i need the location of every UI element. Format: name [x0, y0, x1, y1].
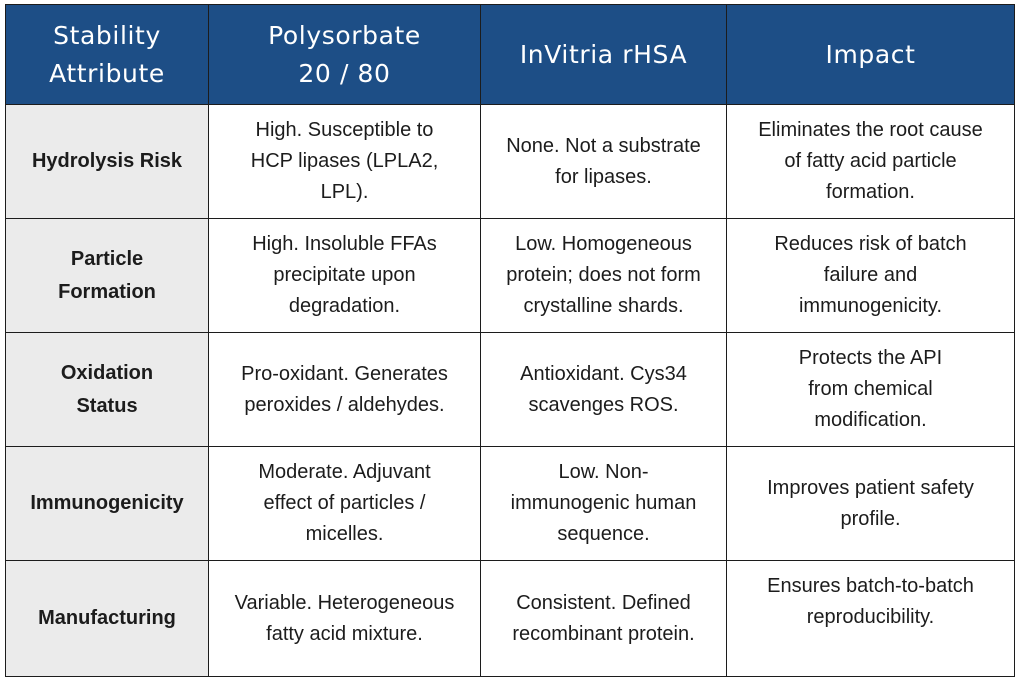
cell-impact — [727, 105, 1015, 219]
cell-polysorbate — [209, 447, 481, 561]
cell-line: Variable. Heterogeneous — [234, 591, 455, 614]
cell-rhsa — [481, 333, 727, 447]
table-row — [6, 219, 1015, 333]
row-attribute — [6, 333, 209, 447]
header-line: Impact — [825, 39, 916, 69]
cell-line: Status — [76, 394, 138, 417]
header-line: Stability — [53, 20, 161, 50]
cell-line: Manufacturing — [38, 607, 176, 629]
cell-line: High. Insoluble FFAs — [252, 233, 437, 255]
row-attribute — [6, 219, 209, 333]
cell-line: Reduces risk of batch — [774, 233, 967, 255]
cell-line: crystalline shards. — [523, 295, 684, 317]
stability-comparison-table — [5, 4, 1015, 677]
cell-line: sequence. — [557, 523, 650, 545]
cell-line: LPL). — [320, 181, 369, 203]
table-row — [6, 561, 1015, 677]
cell-line: profile. — [840, 507, 901, 530]
cell-line: Moderate. Adjuvant — [258, 461, 431, 483]
header-polysorbate — [209, 5, 481, 105]
cell-rhsa — [481, 447, 727, 561]
cell-line: Protects the API — [798, 347, 943, 369]
cell-line: Low. Non- — [558, 461, 649, 483]
cell-rhsa — [481, 105, 727, 219]
cell-line: HCP lipases (LPLA2, — [250, 150, 439, 172]
cell-line: Pro-oxidant. Generates — [241, 362, 448, 385]
cell-line: effect of particles / — [263, 492, 426, 514]
table-row — [6, 447, 1015, 561]
cell-polysorbate — [209, 561, 481, 677]
cell-rhsa — [481, 219, 727, 333]
cell-line: scavenges ROS. — [528, 393, 679, 416]
cell-impact — [727, 219, 1015, 333]
cell-line: fatty acid mixture. — [266, 622, 423, 645]
cell-line: of fatty acid particle — [784, 150, 957, 172]
cell-line: Antioxidant. Cys34 — [520, 362, 687, 385]
cell-line: modification. — [814, 409, 927, 431]
cell-line: peroxides / aldehydes. — [244, 393, 445, 416]
cell-rhsa — [481, 561, 727, 677]
cell-line: protein; does not form — [506, 264, 701, 286]
cell-line: failure and — [823, 264, 918, 286]
cell-line: from chemical — [808, 378, 933, 400]
cell-line: Hydrolysis Risk — [31, 150, 183, 172]
cell-line: Oxidation — [60, 361, 154, 384]
row-attribute — [6, 105, 209, 219]
table-row — [6, 333, 1015, 447]
header-line: Attribute — [49, 58, 165, 88]
cell-line: formation. — [826, 181, 915, 203]
header-impact — [727, 5, 1015, 105]
cell-line: Immunogenicity — [30, 492, 184, 514]
cell-impact — [727, 447, 1015, 561]
cell-polysorbate — [209, 105, 481, 219]
cell-line: Particle — [70, 247, 144, 270]
cell-line: Eliminates the root cause — [758, 119, 983, 141]
header-line: 20 / 80 — [298, 58, 391, 88]
cell-line: recombinant protein. — [512, 622, 695, 645]
header-line: InVitria rHSA — [519, 39, 688, 69]
cell-line: High. Susceptible to — [255, 119, 434, 141]
cell-line: precipitate upon — [273, 264, 416, 286]
table-row — [6, 105, 1015, 219]
cell-line: None. Not a substrate — [506, 134, 701, 157]
cell-line: degradation. — [288, 295, 401, 317]
header-row — [6, 5, 1015, 105]
cell-line: Formation — [58, 280, 156, 303]
cell-impact — [727, 561, 1015, 677]
cell-polysorbate — [209, 219, 481, 333]
cell-line: reproducibility. — [806, 606, 935, 628]
cell-line: Low. Homogeneous — [515, 233, 692, 255]
cell-line: micelles. — [305, 523, 384, 545]
cell-line: immunogenicity. — [798, 295, 943, 317]
header-line: Polysorbate — [268, 20, 421, 50]
row-attribute — [6, 447, 209, 561]
header-stability-attribute — [6, 5, 209, 105]
cell-line: Improves patient safety — [767, 476, 974, 499]
cell-polysorbate — [209, 333, 481, 447]
cell-line: for lipases. — [555, 165, 652, 188]
cell-line: Ensures batch-to-batch — [767, 575, 974, 597]
row-attribute — [6, 561, 209, 677]
header-invitria-rhsa — [481, 5, 727, 105]
cell-line: Consistent. Defined — [516, 591, 691, 614]
cell-line: immunogenic human — [510, 492, 697, 514]
cell-impact — [727, 333, 1015, 447]
